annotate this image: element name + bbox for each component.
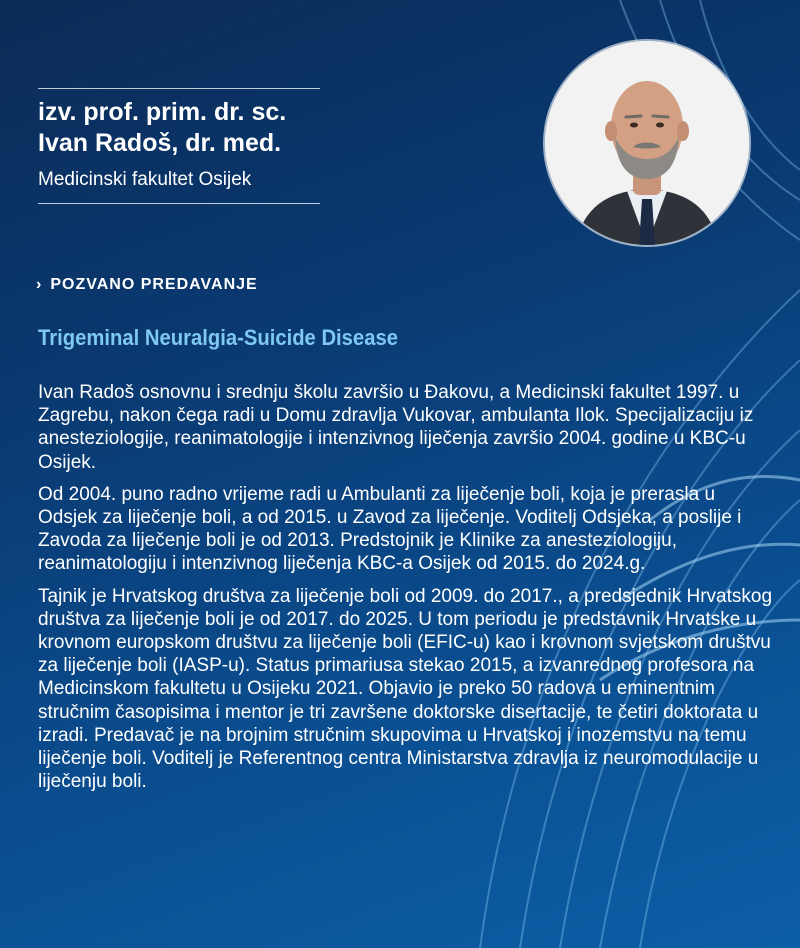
speaker-bio xyxy=(38,381,778,802)
speaker-name-line2: Ivan Radoš, dr. med. xyxy=(38,129,282,157)
speaker-photo xyxy=(545,41,749,245)
divider-bottom xyxy=(38,203,320,204)
speaker-portrait-image xyxy=(545,41,749,245)
speaker-name xyxy=(38,97,338,159)
bio-paragraph: Tajnik je Hrvatskog društva za liječenje boli od 2009. do 2017., a predsjednik Hrvatskog društva za liječenje boli je od 2017. do 2025. U tom periodu je predstavnik Hrvatske u krovnom europskom društvu za liječenje boli (EFIC-u) kao i krovnom svjetskom društvu za liječenje boli (IASP-u). Status primariusa stekao 2015, a izvanrednog profesora na Medicinskom fakultetu u Osijeku 2021. Objavio je preko 50 radova u eminentnim stručnim časopisima i mentor je tri završene doktorske disertacije, te četiri doktorata u izradi. Predavač je na brojnim stručnim skupovima u Hrvatskoj i inozemstvu na temu liječenje boli. Voditelj je Referentnog centra Ministarstva zdravlja iz neuromodulacije u liječenju boli. xyxy=(38,585,773,793)
talk-title: Trigeminal Neuralgia-Suicide Disease xyxy=(38,325,398,350)
lecture-type xyxy=(36,275,258,295)
lecture-type-label: POZVANO PREDAVANJE xyxy=(50,276,258,293)
speaker-affiliation: Medicinski fakultet Osijek xyxy=(38,169,252,190)
bio-paragraph: Ivan Radoš osnovnu i srednju školu završio u Đakovu, a Medicinski fakultet 1997. u Zagrebu, nakon čega radi u Domu zdravlja Vukovar, ambulanta Ilok. Specijalizaciju iz anesteziologije, reanimatologije i intenzivnog liječenja završio 2004. godine u KBC-u Osijek. xyxy=(38,382,754,473)
divider-top xyxy=(38,88,320,89)
speaker-name-line1: izv. prof. prim. dr. sc. xyxy=(38,98,287,126)
bio-paragraph: Od 2004. puno radno vrijeme radi u Ambulanti za liječenje boli, koja je prerasla u Odsjek za liječenje boli, a od 2015. u Zavod za liječenje. Voditelj Odsjeka, a poslije i Zavoda za liječenje boli je od 2013. Predstojnik je Klinike za anesteziologiju, reanimatologiju i intenzivnog liječenja KBC-a Osijek od 2015. do 2024.g. xyxy=(38,483,742,575)
chevron-right-icon: › xyxy=(36,276,43,293)
